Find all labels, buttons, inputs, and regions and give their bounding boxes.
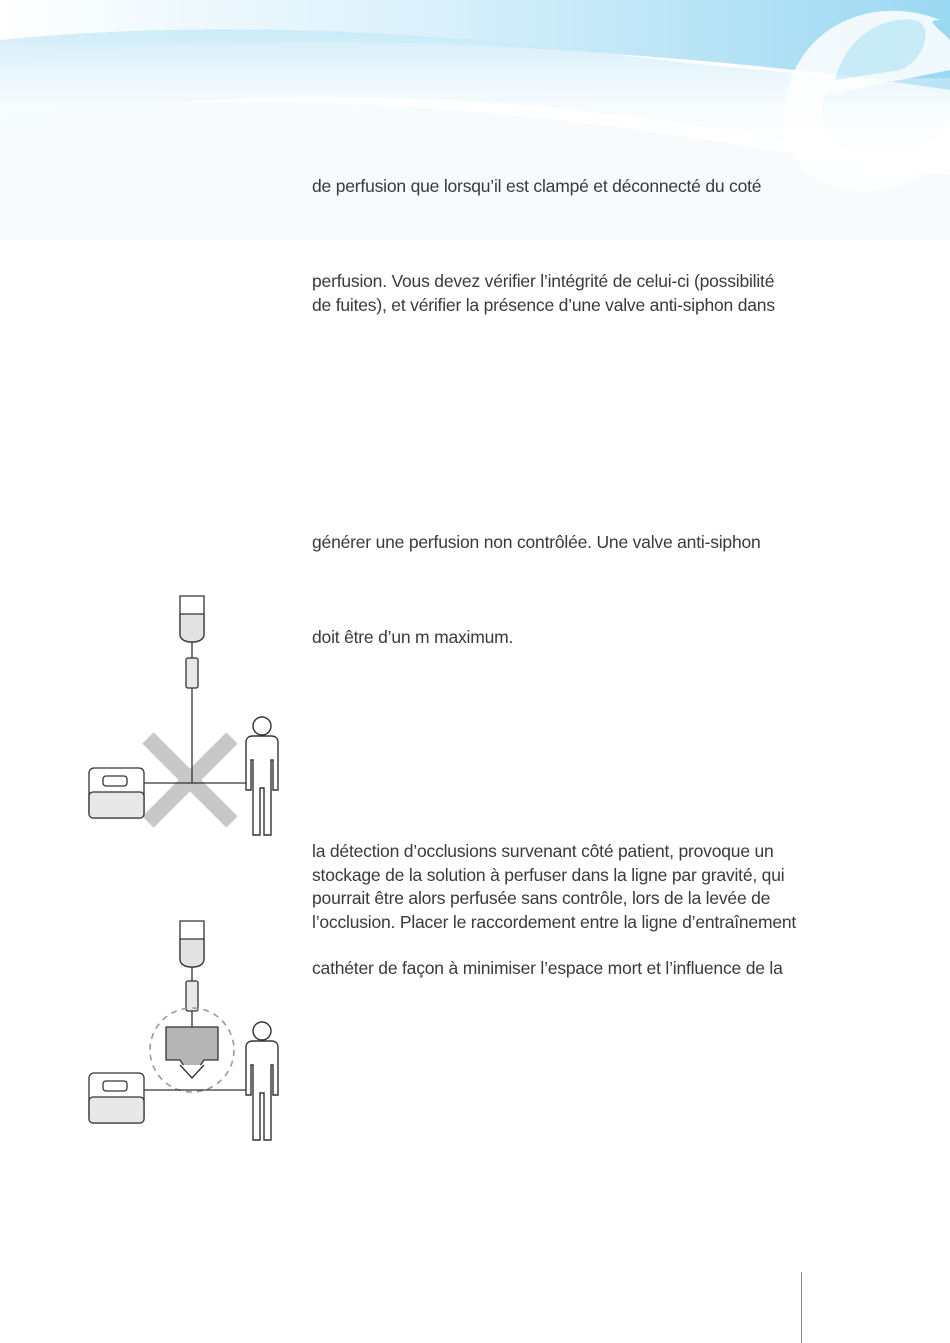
figure-incorrect-setup bbox=[80, 590, 300, 840]
drip-chamber-icon bbox=[186, 658, 198, 688]
patient-icon bbox=[246, 1022, 278, 1140]
paragraph-2-line-2: de fuites), et vérifier la présence d’une valve anti-siphon dans bbox=[312, 294, 775, 315]
paragraph-5-line-4: l’occlusion. Placer le raccordement entre la ligne d’entraînement bbox=[312, 911, 797, 932]
patient-icon bbox=[246, 717, 278, 835]
paragraph-2 bbox=[312, 270, 817, 317]
paragraph-5-line-3: pourrait être alors perfusée sans contrôle, lors de la levée de bbox=[312, 888, 771, 908]
drip-chamber-icon bbox=[186, 981, 198, 1011]
paragraph-3: générer une perfusion non contrôlée. Une valve anti-siphon bbox=[312, 532, 761, 552]
header-wave-decoration bbox=[0, 0, 950, 240]
pump-icon bbox=[89, 1073, 144, 1123]
paragraph-5-line-1: la détection d’occlusions survenant côté patient, provoque un bbox=[312, 841, 774, 861]
paragraph-2-line-1: perfusion. Vous devez vérifier l’intégrité de celui-ci (possibilité bbox=[312, 271, 775, 291]
paragraph-1: de perfusion que lorsqu’il est clampé et déconnecté du coté bbox=[312, 176, 762, 196]
iv-bag-icon bbox=[180, 596, 204, 658]
paragraph-5-line-2: stockage de la solution à perfuser dans la ligne par gravité, qui bbox=[312, 864, 785, 885]
valve-arrow-icon bbox=[166, 1027, 218, 1078]
page-number-rule bbox=[801, 1272, 802, 1343]
paragraph-5 bbox=[312, 840, 817, 934]
cross-icon bbox=[148, 738, 232, 822]
paragraph-4: doit être d’un m maximum. bbox=[312, 627, 514, 647]
pump-icon bbox=[89, 768, 144, 818]
paragraph-6: cathéter de façon à minimiser l’espace mort et l’influence de la bbox=[312, 958, 783, 978]
figure-correct-setup bbox=[80, 915, 300, 1145]
iv-bag-icon bbox=[180, 921, 204, 981]
